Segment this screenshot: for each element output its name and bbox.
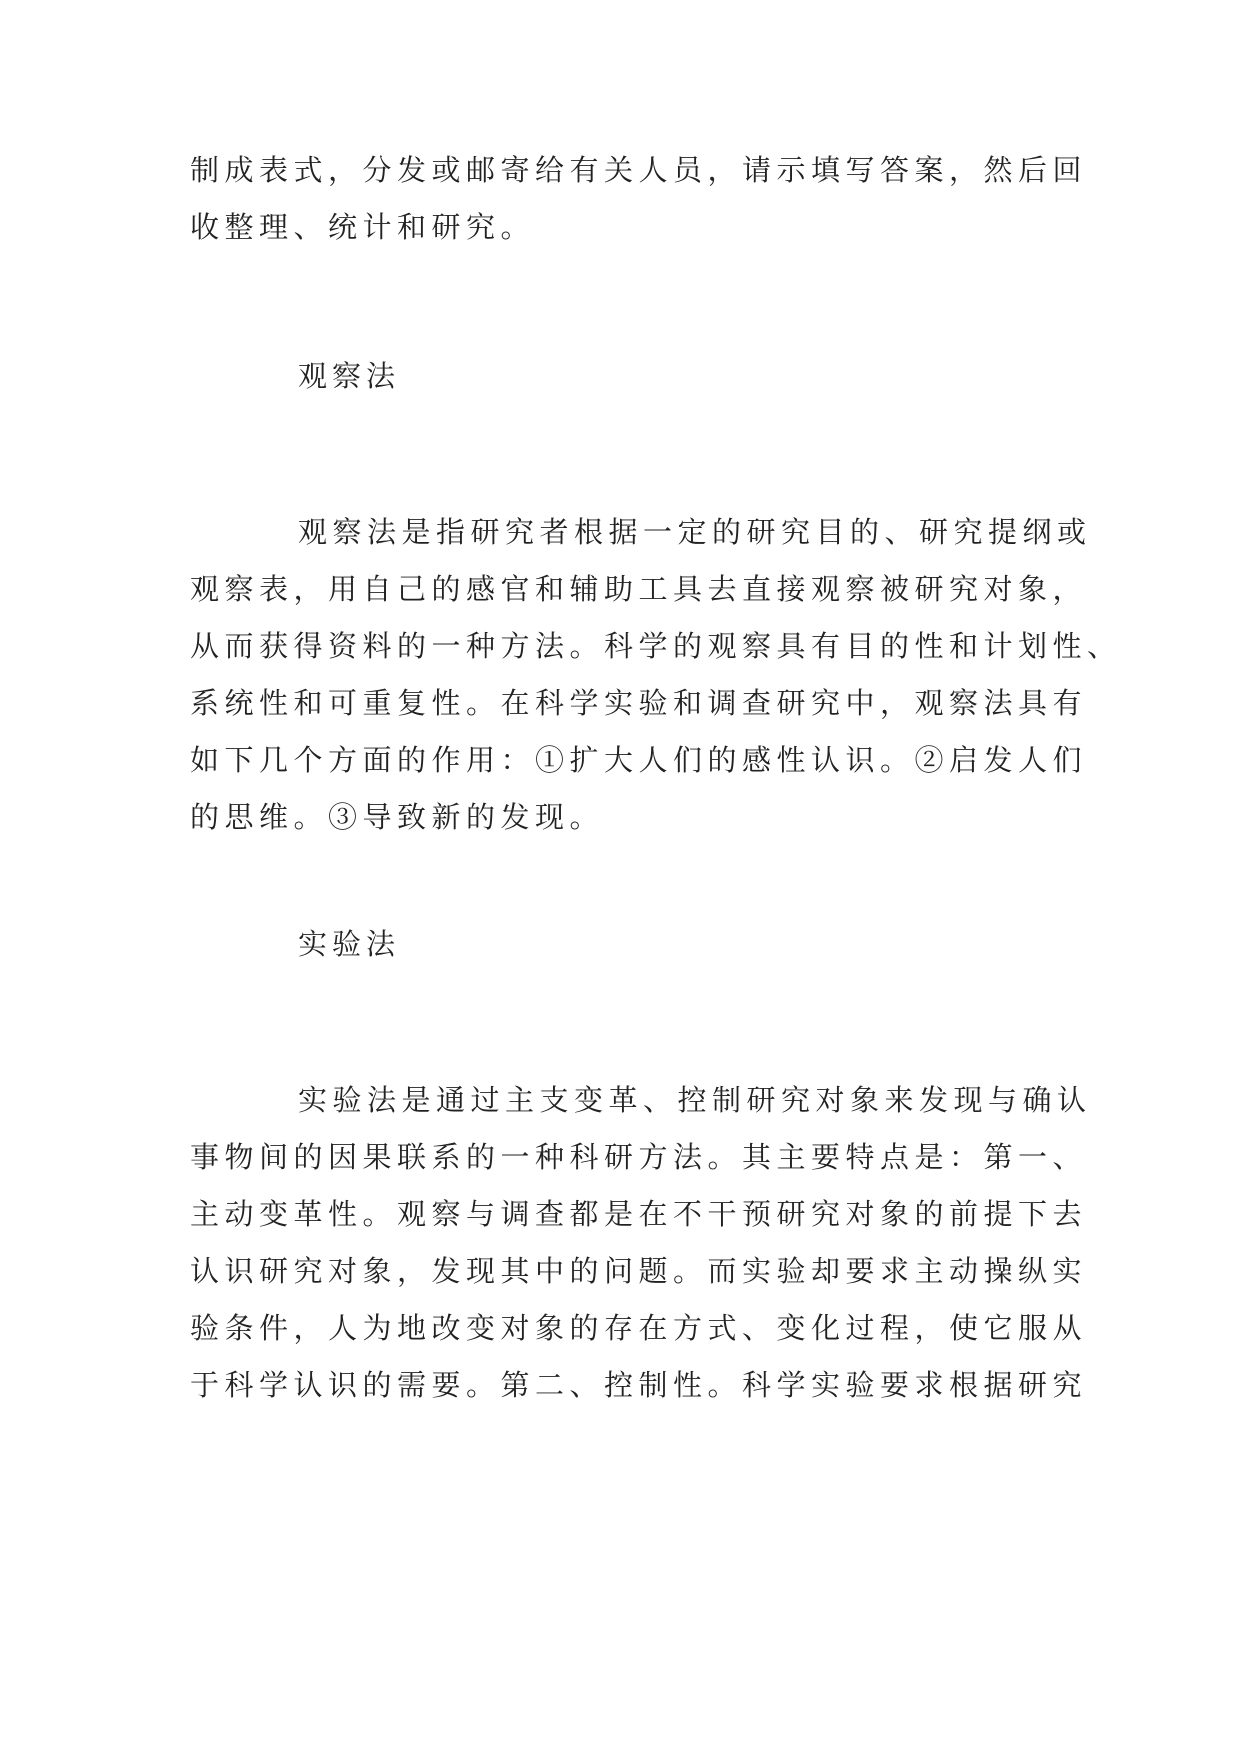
paragraph-line: 于科学认识的需要。第二、控制性。科学实验要求根据研究 [190,1368,1088,1402]
paragraph-line: 观察表，用自己的感官和辅助工具去直接观察被研究对象， [190,572,1088,606]
section-heading: 实验法 [298,927,401,961]
paragraph-experiment [190,1072,1092,1414]
paragraph-line: 的思维。③导致新的发现。 [190,800,605,834]
section-heading: 观察法 [298,359,401,393]
paragraph-line: 制成表式，分发或邮寄给有关人员，请示填写答案，然后回 [190,153,1088,187]
paragraph-line: 收整理、统计和研究。 [190,210,536,244]
paragraph-observation [190,504,1122,846]
paragraph-line: 如下几个方面的作用：①扩大人们的感性认识。②启发人们 [190,743,1088,777]
paragraph-line: 事物间的因果联系的一种科研方法。其主要特点是：第一、 [190,1140,1088,1174]
paragraph-line: 实验法是通过主支变革、控制研究对象来发现与确认 [298,1083,1092,1117]
paragraph-line: 系统性和可重复性。在科学实验和调查研究中，观察法具有 [190,686,1088,720]
section-heading-experiment [190,916,1050,973]
paragraph-line: 验条件，人为地改变对象的存在方式、变化过程，使它服从 [190,1311,1088,1345]
paragraph-line: 主动变革性。观察与调查都是在不干预研究对象的前提下去 [190,1197,1088,1231]
section-heading-observation [190,348,1050,405]
paragraph-line: 认识研究对象，发现其中的问题。而实验却要求主动操纵实 [190,1254,1088,1288]
paragraph-continued [190,142,1088,256]
paragraph-line: 从而获得资料的一种方法。科学的观察具有目的性和计划性、 [190,629,1122,663]
paragraph-line: 观察法是指研究者根据一定的研究目的、研究提纲或 [298,515,1092,549]
